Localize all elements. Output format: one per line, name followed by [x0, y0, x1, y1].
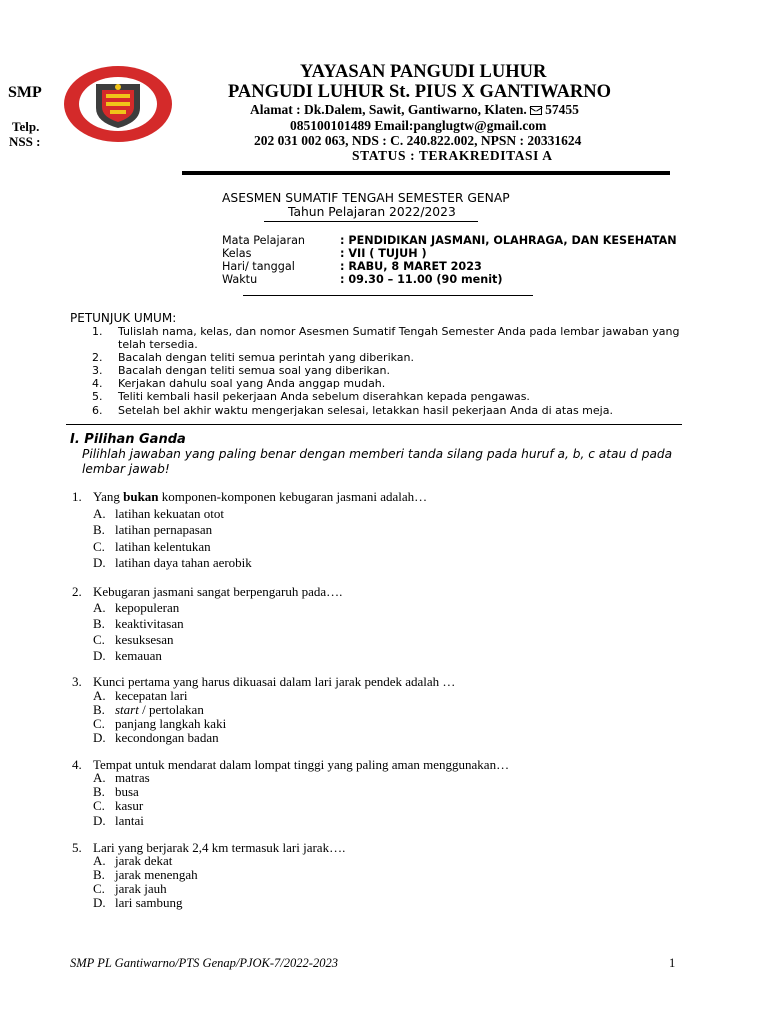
question-number: 2. — [72, 584, 82, 599]
petunjuk-item: telah tersedia. — [118, 338, 198, 352]
field-value-subject: : PENDIDIKAN JASMANI, OLAHRAGA, DAN KESEHATAN — [340, 234, 677, 247]
school-level-label: SMP — [8, 84, 42, 101]
field-value-time: : 09.30 – 11.00 (90 menit) — [340, 273, 503, 286]
petunjuk-heading: PETUNJUK UMUM: — [70, 311, 177, 325]
field-label-date: Hari/ tanggal — [222, 260, 295, 273]
school-logo — [62, 64, 174, 144]
exam-year: Tahun Pelajaran 2022/2023 — [288, 205, 456, 219]
accreditation-status: STATUS : TERAKREDITASI A — [352, 148, 553, 163]
telp-label: Telp. — [12, 119, 40, 134]
petunjuk-divider — [66, 424, 682, 425]
field-label-class: Kelas — [222, 247, 252, 260]
question-emphasis: bukan — [123, 489, 159, 504]
title-underline — [264, 221, 478, 222]
section-title: I. Pilihan Ganda — [70, 432, 186, 447]
field-label-time: Waktu — [222, 273, 258, 286]
header-divider — [182, 171, 670, 175]
school-logo-emblem — [62, 64, 174, 144]
question-1: 1. Yang bukan komponen-komponen kebugaran jasmani adalah… — [72, 489, 428, 504]
footer-document-code: SMP PL Gantiwarno/PTS Genap/PJOK-7/2022-2023 — [70, 956, 338, 970]
question-5: 5. Lari yang berjarak 2,4 km termasuk lari jarak…. — [72, 840, 346, 855]
field-label-subject: Mata Pelajaran — [222, 234, 306, 247]
postal-code: 57455 — [545, 102, 579, 117]
exam-title: ASESMEN SUMATIF TENGAH SEMESTER GENAP — [222, 191, 510, 205]
petunjuk-item: 4. Kerjakan dahulu soal yang Anda anggap mudah. — [92, 377, 386, 391]
petunjuk-item: 1. Tulislah nama, kelas, dan nomor Asesmen Sumatif Tengah Semester Anda pada lembar jawaban yang — [92, 325, 680, 338]
section-instruction-2: lembar jawab! — [82, 462, 170, 476]
question-number: 4. — [72, 757, 82, 772]
info-underline — [243, 295, 533, 296]
question-number: 3. — [72, 674, 82, 689]
school-address — [250, 102, 579, 118]
school-ids: 202 031 002 063, NDS : C. 240.822.002, NPSN : 20331624 — [254, 133, 582, 148]
address-text: Alamat : Dk.Dalem, Sawit, Gantiwarno, Klaten. — [250, 102, 527, 117]
school-name: PANGUDI LUHUR St. PIUS X GANTIWARNO — [228, 82, 612, 102]
phone-email: 085100101489 Email:panglugtw@gmail.com — [290, 118, 547, 133]
question-3: 3. Kunci pertama yang harus dikuasai dalam lari jarak pendek adalah … — [72, 674, 456, 689]
question-4: 4. Tempat untuk mendarat dalam lompat tinggi yang paling aman menggunakan… — [72, 757, 510, 772]
question-number: 5. — [72, 840, 82, 855]
envelope-icon — [530, 106, 542, 115]
question-number: 1. — [72, 489, 82, 504]
petunjuk-list — [92, 325, 679, 417]
petunjuk-item: 5. Teliti kembali hasil pekerjaan Anda sebelum diserahkan kepada pengawas. — [92, 390, 530, 404]
field-value-class: : VII ( TUJUH ) — [340, 247, 427, 260]
question-2: 2. Kebugaran jasmani sangat berpengaruh pada…. — [72, 584, 343, 599]
foundation-name: YAYASAN PANGUDI LUHUR — [300, 62, 547, 82]
nss-label: NSS : — [9, 134, 41, 149]
petunjuk-item: 3. Bacalah dengan teliti semua soal yang diberikan. — [92, 364, 390, 378]
section-instruction-1: Pilihlah jawaban yang paling benar dengan memberi tanda silang pada huruf a, b, c atau d pada — [82, 447, 673, 461]
option-italic-term: start — [115, 702, 139, 717]
petunjuk-item: 6. Setelah bel akhir waktu mengerjakan selesai, letakkan hasil pekerjaan Anda di atas meja. — [92, 403, 613, 417]
petunjuk-item: 2. Bacalah dengan teliti semua perintah yang diberikan. — [92, 351, 415, 365]
page-number: 1 — [669, 956, 676, 970]
field-value-date: : RABU, 8 MARET 2023 — [340, 260, 482, 273]
